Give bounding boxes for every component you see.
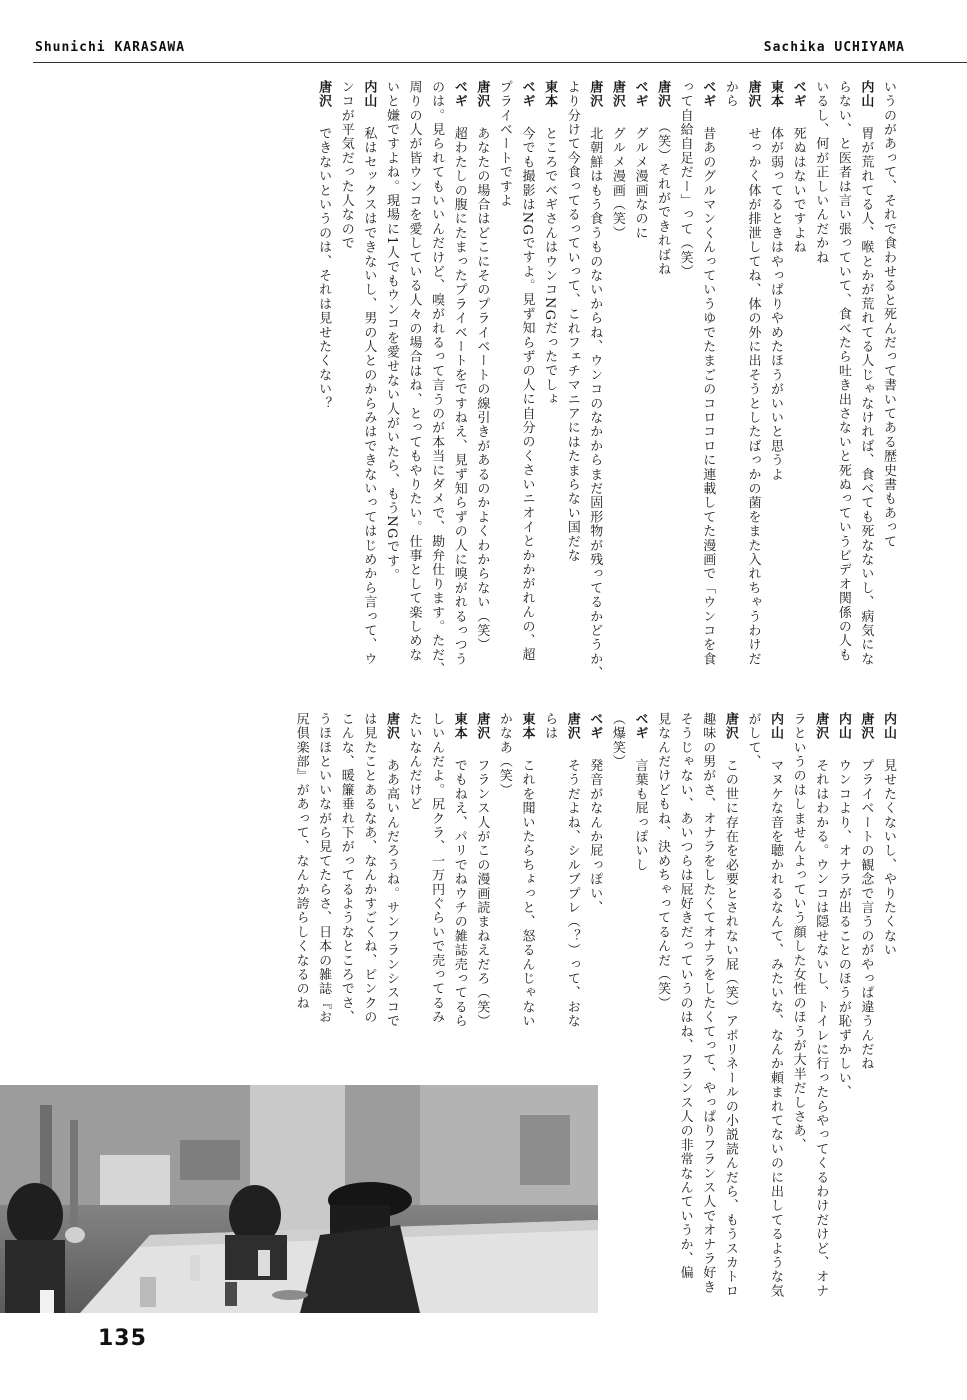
speaker-name: 内山 [361,80,377,109]
header-rule [33,62,967,63]
speaker-name: 内山 [858,80,874,109]
dialogue-text: たいなんだけど [406,712,422,812]
dialogue-line [605,80,628,685]
dialogue-line [831,712,854,1312]
speaker-name: 東本 [768,80,784,109]
speaker-name: ベギ [632,80,648,109]
speaker-name: 内山 [768,712,784,741]
speaker-name: 唐沢 [474,712,490,741]
dialogue-text: そうじゃない、あいつらは屁好きだっていうのはね、フランス人の非常なんていうか、偏 [677,712,693,1280]
dialogue-line [831,80,854,685]
dialogue-text: ウンコより、オナラが出ることのほうが恥ずかしい、 [835,758,851,1100]
dialogue-text: でもねえ、パリでねウチの雑誌売ってるら [451,758,467,1029]
dialogue-text: プライベートですよ [496,80,512,208]
speaker-name: 唐沢 [655,80,671,109]
dialogue-line [718,80,741,685]
dialogue-line [312,80,335,685]
dialogue-line [876,80,899,685]
dialogue-text: うほほといいながら見てたらさ、日本の雑誌『お [316,712,332,1025]
dialogue-text: いうのがあって、それで食わせると死んだって書いてある歴史書もあって [881,80,896,549]
dialogue-text: （笑）それができればね [655,126,671,277]
speaker-name: 唐沢 [722,712,738,741]
speaker-name: ベギ [700,80,716,109]
dialogue-text: いと嫌ですよね。現場に1人でもウンコを愛せない人がいたら、もうNGです。 [383,80,399,583]
dialogue-text: 趣味の男がさ、オナラをしたくてオナラをしたくてって、やっぱりフランス人でオナラ好き [700,712,716,1295]
dialogue-text: から [722,80,738,109]
dialogue-text: （爆笑） [609,712,625,769]
speaker-name: 唐沢 [609,80,625,109]
dialogue-text: フランス人がこの漫画読まねえだろ（笑） [474,758,490,1029]
header-author-right: Sachika UCHIYAMA [763,40,905,55]
speaker-name: 東本 [519,712,535,741]
dialogue-line [650,80,673,685]
speaker-name: 内山 [881,712,896,741]
dialogue-line [673,712,696,1312]
dialogue-line [696,712,719,1312]
dialogue-text: って自給自足だー」って（笑） [677,80,693,279]
speaker-name: 唐沢 [813,712,829,741]
speaker-name: 東本 [542,80,558,109]
dialogue-text: 今でも撮影はNGですよ。見ず知らずの人に自分のくさいニオイとかかがれんの、超 [519,126,535,662]
dialogue-text: より分けて今食ってるっていって、これフェチマニアにはたまらない国だな [564,80,580,563]
dialogue-line [538,80,561,685]
dialogue-text: それはわかる。ウンコは隠せないし、トイレに行ったらやってくるわけだけど、オナ [813,758,829,1299]
interview-photo [0,1085,598,1313]
dialogue-text: 尻倶楽部』があって、なんか誇らしくなるのね [293,712,309,1011]
dialogue-text: 体が弱ってるときはやっぱりやめたほうがいいと思うよ [768,126,784,482]
dialogue-text: あなたの場合はどこにそのプライベートの線引きがあるのかよくわからない（笑） [474,126,490,653]
dialogue-line [809,80,832,685]
header-author-left: Shunichi KARASAWA [35,40,186,55]
dialogue-line [492,80,515,685]
dialogue-line [628,80,651,685]
dialogue-text: らは [542,712,558,741]
dialogue-text: ンコが平気だった人なので [338,80,354,251]
dialogue-line [786,712,809,1312]
dialogue-text: これを聞いたらちょっと、怒るんじゃない [519,758,535,1029]
dialogue-text: いるし、何が正しいんだかね [813,80,829,265]
dialogue-text: できないというのは、それは見せたくない？ [316,126,332,411]
speaker-name: 唐沢 [587,80,603,109]
dialogue-line [650,712,673,1312]
dialogue-line [357,80,380,685]
dialogue-text: は見たことあるなあ、なんかすごくね、ピンクの [361,712,377,1025]
dialogue-text: かなあ（笑） [496,712,512,798]
dialogue-block-top [99,80,899,685]
dialogue-text: 周りの人が皆ウンコを愛している人々の場合はね、とってもやりたい。仕事として楽しめな [406,80,422,663]
dialogue-line [425,80,448,685]
dialogue-line [379,80,402,685]
dialogue-text: ところでベギさんはウンコNGだったでしょ [542,126,558,407]
dialogue-text: グルメ漫画（笑） [609,126,625,241]
dialogue-text: 死ぬはないですよね [790,126,806,255]
dialogue-line [809,712,832,1312]
dialogue-line [876,712,899,1312]
speaker-name: 内山 [835,712,851,741]
dialogue-text: 私はセックスはできないし、男の人とのからみはできないってはじめから言って、ウ [361,126,377,667]
speaker-name: 唐沢 [858,712,874,741]
dialogue-line [786,80,809,685]
dialogue-line [402,80,425,685]
speaker-name: ベギ [519,80,535,109]
speaker-name: ベギ [587,712,603,741]
dialogue-text: 発音がなんか屁っぽい、 [587,758,603,915]
dialogue-text: がして、 [745,712,761,769]
dialogue-text: ああ高いんだろうね。サンフランシスコで [383,758,399,1029]
photo-illustration [0,1085,598,1313]
dialogue-line [854,80,877,685]
speaker-name: ベギ [790,80,806,109]
dialogue-text: 超わたしの腹にたまったプライベートをですねえ、見ず知らずの人に嗅がれるっつう [451,126,467,667]
dialogue-line [560,80,583,685]
dialogue-text: 北朝鮮はもう食うものないからね、ウンコのなかからまだ固形物が残ってるかどうか、 [587,126,603,681]
dialogue-text: 見せたくないし、やりたくない [881,758,896,958]
speaker-name: 唐沢 [316,80,332,109]
dialogue-text: らない、と医者は言い張っていて、食べたら吐き出さないと死ぬっていうビデオ関係の人も [835,80,851,663]
dialogue-line [718,712,741,1312]
speaker-name: 東本 [451,712,467,741]
dialogue-line [605,712,628,1312]
speaker-name: 唐沢 [745,80,761,109]
dialogue-text: 言葉も屁っぽいし [632,758,648,873]
dialogue-text: そうだよね、シルブプレ（？）って、おな [564,758,580,1029]
dialogue-line [470,80,493,685]
dialogue-line [515,80,538,685]
dialogue-line [673,80,696,685]
dialogue-text: のは。見られてもいいんだけど、嗅がれるって言うのが本当にダメで、勘弁仕ります。ただ、 [429,80,445,677]
dialogue-line [854,712,877,1312]
speaker-name: 唐沢 [383,712,399,741]
dialogue-line [763,80,786,685]
dialogue-line [583,80,606,685]
dialogue-line [696,80,719,685]
dialogue-text: 昔あのグルマンくんっていうゆでたまごのコロコロに連載してた漫画で「ウンコを食 [700,126,716,667]
speaker-name: ベギ [451,80,467,109]
page-number: 135 [98,1326,147,1351]
speaker-name: 唐沢 [474,80,490,109]
dialogue-line [334,80,357,685]
dialogue-text: グルメ漫画なのに [632,126,648,241]
dialogue-text: プライベートの観念で言うのがやっぱ違うんだね [858,758,874,1072]
dialogue-text: こんな、暖簾垂れ下がってるようなところでさ、 [338,712,354,1025]
dialogue-line [447,80,470,685]
dialogue-text: 見なんだけどもね、決めちゃってるんだ（笑） [655,712,671,1011]
dialogue-line [763,712,786,1312]
dialogue-text: この世に存在を必要とされない屁（笑）アポリネールの小説読んだら、もうスカトロ [722,758,738,1299]
dialogue-text: しいんだよ。尻クラ、一万円ぐらいで売ってるみ [429,712,445,1025]
speaker-name: ベギ [632,712,648,741]
dialogue-text: せっかく体が排泄してね、体の外に出そうとしたばっかの菌をまた入れちゃうわけだ [745,126,761,667]
speaker-name: 唐沢 [564,712,580,741]
dialogue-text: 胃が荒れてる人、喉とかが荒れてる人じゃなければ、食べても死なないし、病気にな [858,126,874,667]
dialogue-text: ラというのはしませんよっていう顔した女性のほうが大半だしさあ、 [790,712,806,1153]
dialogue-line [628,712,651,1312]
dialogue-text: マヌケな音を聴かれるなんて、みたいな、なんか頼まれてないのに出してるような気 [768,758,784,1299]
dialogue-line [741,712,764,1312]
dialogue-line [741,80,764,685]
